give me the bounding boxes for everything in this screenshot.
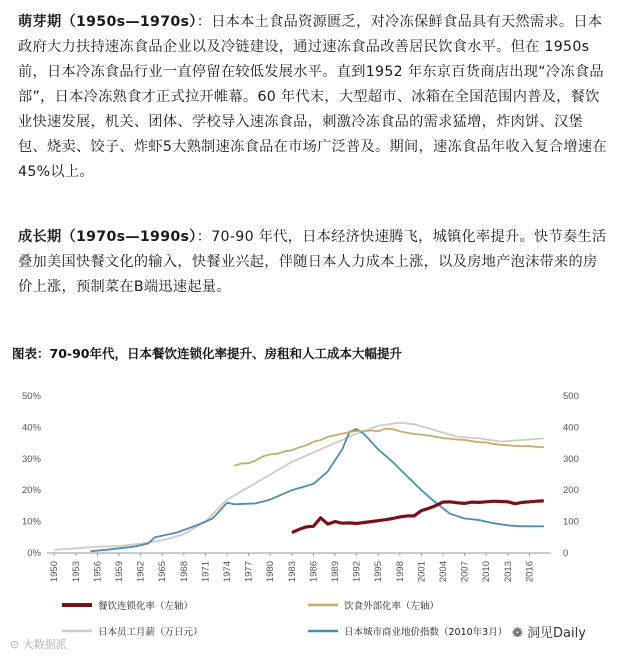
y-right-tick-label: 400 xyxy=(563,422,579,434)
source-watermark xyxy=(10,636,67,652)
paragraph-body: ：70-90 年代，日本经济快速腾飞，城镇化率提升。快节奏生活叠加美国快餐文化的输入，快餐业兴起，伴随日本人力成本上涨，以及房地产泡沫带来的房价上涨，预制菜在B端迅速起量。 xyxy=(18,229,607,295)
y-right-tick-label: 100 xyxy=(563,516,579,528)
x-tick-label: 2010 xyxy=(481,561,493,583)
x-tick-label: 1992 xyxy=(351,561,363,583)
x-tick-label: 2016 xyxy=(524,561,536,583)
watermark-text: 洞见Daily xyxy=(527,626,586,641)
x-tick-label: 1962 xyxy=(135,561,147,583)
y-left-tick-label: 0% xyxy=(27,548,41,559)
x-tick-label: 2004 xyxy=(438,561,449,583)
x-tick-label: 2001 xyxy=(416,561,428,583)
chart-title: 图表：70-90年代，日本餐饮连锁化率提升、房租和人工成本大幅提升 xyxy=(12,346,402,361)
paragraph-body: ：日本本土食品资源匮乏，对冷冻保鲜食品具有天然需求。日本政府大力扶持速冻食品企业以及冷链建设，通过速冻食品改善居民饮食水平。但在 1950s 前，日本冷冻食品行业一直停留在较低发展水平。直到1952 年东京百货商店出现“冷冻食品部”，日本冷冻熟食才正式拉开帷幕。60 年代末，大型超市、冰箱在全国范围内普及，餐饮业快速发展，机关、团体、学校导入速冻食品，刺激冷冻食品的需求猛增，炸肉饼、汉堡包、烧卖、饺子、炸虾5大熟制速冻食品在市场广泛普及。期间，速冻食品年收入复合增速在45%以上。 xyxy=(18,14,607,180)
line-chart xyxy=(0,380,621,659)
x-tick-label: 1953 xyxy=(70,561,82,583)
y-right-tick-label: 0 xyxy=(563,548,569,559)
x-tick-label: 1971 xyxy=(200,561,212,583)
watermark-icon: ⊙ xyxy=(10,638,23,651)
x-tick-label: 1950 xyxy=(49,561,61,583)
x-tick-label: 1986 xyxy=(308,561,320,583)
legend-label: 餐饮连锁化率（左轴） xyxy=(98,601,194,612)
x-tick-label: 1998 xyxy=(394,561,406,583)
y-right-tick-label: 500 xyxy=(563,391,579,402)
watermark-text: 大数据派 xyxy=(22,638,67,651)
x-tick-label: 1980 xyxy=(265,561,277,583)
series-line-4 xyxy=(90,429,544,551)
wechat-icon: ❁ xyxy=(512,626,528,641)
y-left-tick-label: 40% xyxy=(21,422,41,434)
legend-label: 饮食外部化率（左轴） xyxy=(344,601,440,612)
series-line-2 xyxy=(234,429,544,466)
y-left-tick-label: 50% xyxy=(21,391,41,402)
intro-paragraph-sprouting xyxy=(18,10,608,185)
y-left-tick-label: 10% xyxy=(21,516,41,528)
chart-axes xyxy=(22,391,579,582)
series-line-1 xyxy=(292,501,544,533)
legend-label: 日本城市商业地价指数（2010年3月） xyxy=(344,627,508,638)
x-tick-label: 1995 xyxy=(373,561,385,583)
period-heading: 萌芽期（1950s—1970s） xyxy=(18,14,197,30)
x-tick-label: 2013 xyxy=(502,561,514,583)
x-tick-label: 1956 xyxy=(92,561,104,583)
account-watermark xyxy=(512,622,586,641)
y-right-tick-label: 300 xyxy=(563,453,579,465)
y-right-tick-label: 200 xyxy=(563,485,579,497)
period-heading: 成长期（1970s—1990s） xyxy=(18,229,197,245)
chart-series xyxy=(54,423,544,552)
chart-legend xyxy=(62,600,507,638)
y-left-tick-label: 30% xyxy=(21,453,41,465)
x-tick-label: 1977 xyxy=(243,561,255,583)
intro-paragraph-growth xyxy=(18,225,608,300)
x-tick-label: 1968 xyxy=(178,561,190,583)
legend-label: 日本员工月薪（万日元） xyxy=(98,627,203,638)
x-tick-label: 1983 xyxy=(286,561,298,583)
x-tick-label: 1974 xyxy=(222,561,233,583)
y-left-tick-label: 20% xyxy=(21,485,41,497)
x-tick-label: 1965 xyxy=(157,561,169,583)
x-tick-label: 1989 xyxy=(330,561,341,583)
x-tick-label: 2007 xyxy=(459,561,471,583)
x-tick-label: 1959 xyxy=(114,561,125,583)
